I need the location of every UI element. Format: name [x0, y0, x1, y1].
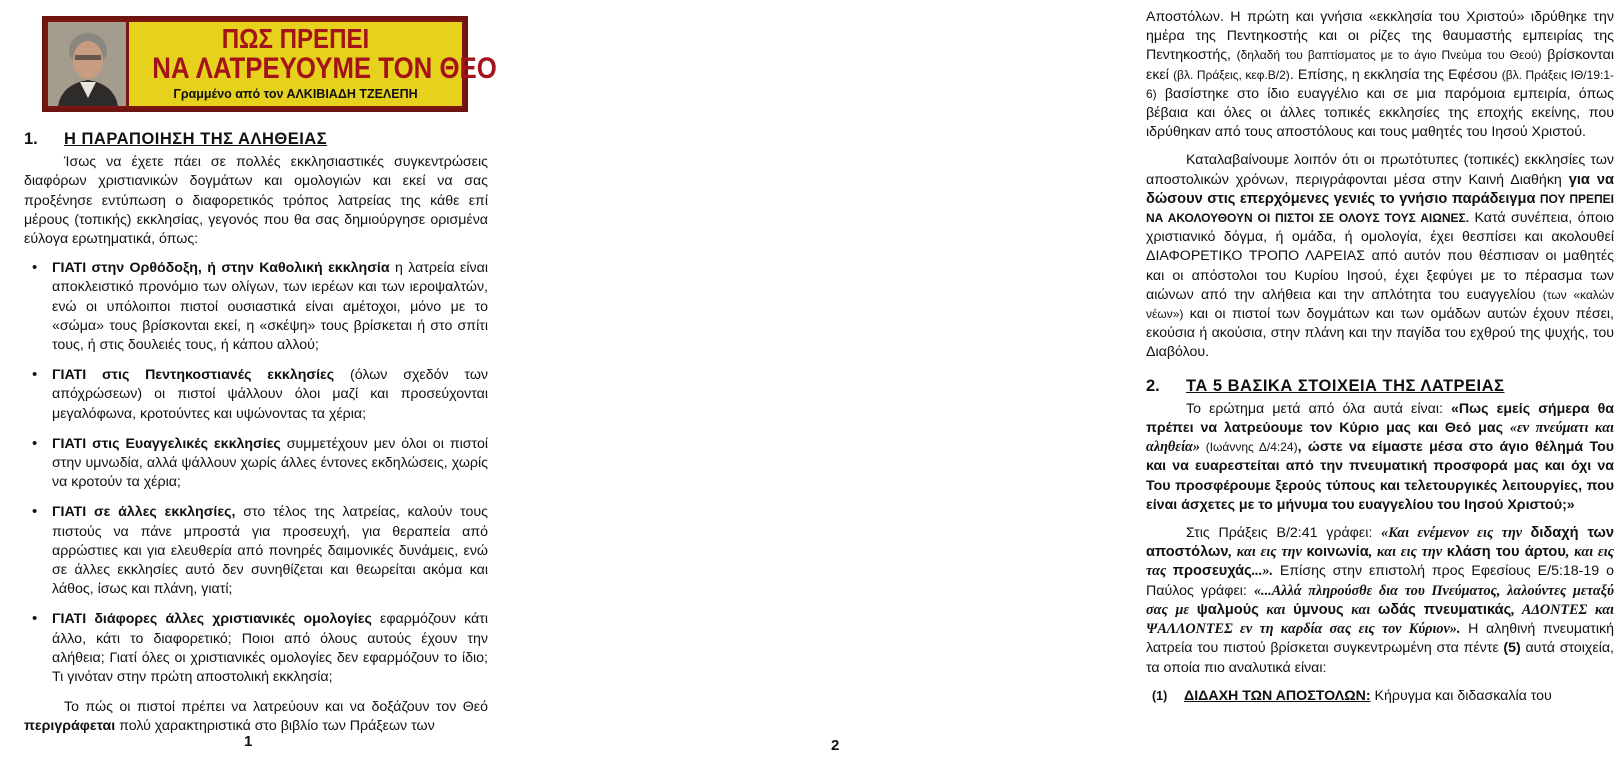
author-photo — [48, 22, 126, 106]
bullet-text: εφαρμόζουν κάτι άλλο, κάτι το διαφορετικό; Ποιοι από όλους αυτούς έχουν την αλήθεια; Γιατί όλες οι χριστιανικές ομολογίες δεν εφαρμόζουν το ίδιο; Τι γινόταν στην πρώτη αποστολική εκκλησία; — [52, 611, 488, 686]
key-term: κοινωνία — [1306, 544, 1369, 561]
reference-note: (Ιωάννης Δ/4:24) — [1200, 440, 1298, 455]
list-item — [24, 259, 488, 355]
bullet-text: (όλων σχεδόν των απόχρώσεων) οι πιστοί ψάλλουν όλοι μαζί και προσεύχονται μεγαλόφωνα, κροτούντες και υψώνοντας τα χέρια; — [52, 367, 488, 422]
bold-phrase: για να δώσουν στις επερχόμενες γενιές το γνήσιο παράδειγμα — [1146, 171, 1614, 207]
title-banner — [42, 16, 497, 112]
bullet-text: συμμετέχουν μεν όλοι οι πιστοί στην υμνωδία, αλλά ψάλλουν χωρίς άλλες έντονες εκδηλώσεις, χωρίς να κροτούν τα χέρια; — [52, 435, 488, 491]
section-2-heading — [1146, 377, 1614, 396]
text: βρίσκονται εκεί — [1146, 47, 1614, 83]
paragraph-apostles — [1146, 8, 1614, 142]
closing-text-a: Το πώς οι πιστοί πρέπει να λατρεύουν και να δοξάζουν τον Θεό — [64, 699, 488, 716]
page-left — [0, 0, 546, 762]
bullet-lead: ΓΙΑΤΙ στην Ορθόδοξη, ή στην Καθολική εκκλησία — [52, 260, 390, 277]
right-column — [1146, 8, 1614, 706]
text: Κατά συνέπεια, όποιο χριστιανικό δόγμα, ή ομάδα, ή ομολογία, έχει θεσπίσει και ακολουθεί ΔΙΑΦΟΡΕΤΙΚΟ ΤΡΟΠΟ ΛΑΡΕΙΑΣ από αυτόν που θέσπισαν οι μαθητές και οι απόστολοι του Κυρίου Ιησού, έχει ξεφύγει με το πέρασμα των αιώνων από την αλήθεια και την απλότητα του ευαγγελίου — [1146, 210, 1614, 303]
text: Αποστόλων. Η πρώτη και γνήσια «εκκλησία του Χριστού» ιδρύθηκε την ημέρα της Πεντηκοστής και οι ρίζες της θαυμαστής εμπειρίας της Πεντηκοστής, — [1146, 9, 1614, 64]
paragraph-acts-quote — [1146, 524, 1614, 678]
paragraph-original-churches — [1146, 151, 1614, 362]
bold-question-end: , ώστε να είμαστε μέσα στο άγιο θέλημά Του και να ευαρεστείται από την πνευματική προσφορά μας και όχι να Του προσφέρουμε ξερούς τύπους και τελετουργικές λειτουργίες, που είναι άσχετες με το μήνυμα του ευαγγελίου του Ιησού Χριστού;» — [1146, 439, 1614, 513]
text: βασίστηκε στο ίδιο ευαγγέλιο και σε μια παρόμοια εμπειρία, όπως βέβαια και όλες οι άλλες τοπικές εκκλησίες της εποχής εκείνης, που ιδρύθηκαν από τους αποστόλους και τους μαθητές του Ιησού Χριστού. — [1146, 85, 1614, 141]
left-column — [24, 130, 488, 737]
text: Το ερώτημα μετά από όλα αυτά είναι: — [1186, 400, 1452, 417]
quote: «...Αλλά πληρούσθε δια του Πνεύματος, λαλούντες μεταξύ σας με — [1146, 582, 1614, 618]
bullet-text: η λατρεία είναι αποκλειστικό προνόμιο των ολίγων, των ιερέων και των ιεροψαλτών, ενώ οι υπόλοιποι πιστοί ουσιαστικά είναι αμέτοχοι, μόνο με το «σώμα» τους βρίσκονται εκεί, η «σκέψη» τους βρίσκεται ή στο σπίτι τους, ή στις δουλειές τους, ή κάπου αλλού; — [52, 260, 488, 354]
questions-list — [24, 259, 488, 687]
element-1-title: ΔΙΔΑΧΗ ΤΩΝ ΑΠΟΣΤΟΛΩΝ: — [1184, 687, 1371, 704]
title-line-2: ΝΑ ΛΑΤΡΕΥΟΥΜΕ ΤΟΝ ΘΕΟ — [152, 52, 497, 85]
key-term: κλάση του άρτου — [1446, 544, 1566, 561]
banner-title-box — [129, 22, 497, 106]
section-2-number: 2. — [1146, 376, 1160, 395]
text: Στις Πράξεις Β/2:41 γράφει: — [1186, 525, 1382, 542]
quote: «Και ενέμενον εις την — [1381, 525, 1531, 542]
text: Η αληθινή πνευματική λατρεία του πιστού βρίσκεται συγκεντρωμένη στα πέντε — [1146, 621, 1614, 657]
page-number-right: 2 — [831, 737, 840, 754]
bullet-lead: ΓΙΑΤΙ στις Πεντηκοστιανές εκκλησίες — [52, 367, 335, 384]
key-term: ψαλμούς — [1196, 601, 1259, 618]
count-five: (5) — [1503, 640, 1521, 657]
bullet-lead: ΓΙΑΤΙ διάφορες άλλες χριστιανικές ομολογίες — [52, 611, 372, 628]
bold-caps-phrase: ΠΟΥ ΠΡΕΠΕΙ ΝΑ ΑΚΟΛΟΥΘΟΥΝ ΟΙ ΠΙΣΤΟΙ ΣΕ ΟΛΟΥΣ ΤΟΥΣ ΑΙΩΝΕΣ. — [1146, 191, 1614, 226]
text: Καταλαβαίνουμε λοιπόν ότι οι πρωτότυπες (τοπικές) εκκλησίες των αποστολικών χρόνων, περιγράφονται μέσα στην Καινή Διαθήκη — [1146, 152, 1614, 188]
key-term: προσευχάς — [1172, 563, 1252, 580]
element-1-text: Κήρυγμα και διδασκαλία του — [1370, 687, 1552, 704]
list-item — [24, 435, 488, 493]
title-line-1: ΠΩΣ ΠΡΕΠΕΙ — [221, 23, 370, 54]
key-term: διδαχή των αποστόλων — [1146, 525, 1614, 561]
key-term: ύμνους — [1293, 601, 1344, 618]
section-1-number: 1. — [24, 130, 38, 148]
quote: , και εις την — [1228, 544, 1307, 561]
quote: και — [1343, 601, 1378, 618]
bold-question: «Πως εμείς σήμερα θα πρέπει να λατρεύουμε τον Κύριο μας και Θεό μας — [1146, 400, 1614, 437]
text: και οι πιστοί των δογμάτων και των ομάδων αυτών έχουν πέσει, εκούσια ή ακούσια, στην πλάνη και την παγίδα του εχθρού της ψυχής, του Διαβόλου. — [1146, 306, 1614, 361]
quote: και — [1258, 601, 1294, 618]
section-1-heading — [24, 130, 488, 149]
element-1-number: (1) — [1152, 688, 1168, 703]
closing-text-b: πολύ χαρακτηριστικά στο βιβλίο των Πράξεων των — [115, 718, 435, 735]
small-note: (των «καλών νέων») — [1146, 287, 1614, 322]
page-number-left: 1 — [244, 733, 253, 750]
list-item — [24, 610, 488, 687]
quote: , και εις την — [1368, 544, 1447, 561]
quote: , ΑΔΟΝΤΕΣ και ΨΑΛΛΟΝΤΕΣ εν τη καρδία σας εις τον Κύριον». — [1146, 601, 1614, 638]
reference-note: (βλ. Πράξεις, κεφ.Β/2) — [1173, 67, 1290, 82]
section-1-closing — [24, 698, 488, 736]
bullet-text: στο τέλος της λατρείας, καλούν τους πιστούς να πάνε μπροστά για προσευχή, για θεραπεία από αρρώστιες και για ελευθερία από πονηρές δαιμονικές δυνάμεις, ενώ σε άλλες εκκλησίες αυτό δεν συνηθίζεται και θεωρείται ακόμα και λάθος, ίσως και πλάνη, γιατί; — [52, 504, 488, 598]
list-item — [24, 366, 488, 424]
quote: , και εις τας — [1146, 544, 1614, 580]
small-note: (δηλαδή του βαπτίσματος με το άγιο Πνεύμα του Θεού) — [1236, 48, 1542, 63]
list-item — [24, 503, 488, 599]
author-portrait-image — [48, 22, 126, 106]
author-byline: Γραμμένο από τον ΑΛΚΙΒΙΑΔΗ ΤΖΕΛΕΠΗ — [173, 87, 418, 101]
section-1-intro: Ίσως να έχετε πάει σε πολλές εκκλησιαστικές συγκεντρώσεις διαφόρων χριστιανικών δογμάτων και ομολογιών και εκεί να σας προξένησε εντύπωση ο διαφορετικός τρόπος λατρείας της κάθε επί μέρους (τοπικής) εκκλησίας, γεγονός που θα σας δημιούργησε ορισμένα εύλογα ερωτηματικά, όπως: — [24, 154, 488, 248]
paragraph-question — [1146, 400, 1614, 515]
bullet-lead: ΓΙΑΤΙ στις Ευαγγελικές εκκλησίες — [52, 435, 281, 452]
italic-quote: «εν πνεύματι και αληθεία» — [1146, 420, 1614, 456]
reference-note: (βλ. Πράξεις ΙΘ/19:1-6) — [1146, 67, 1614, 101]
section-1-title: Η ΠΑΡΑΠΟΙΗΣΗ ΤΗΣ ΑΛΗΘΕΙΑΣ — [64, 130, 328, 148]
key-term: ωδάς πνευματικάς — [1377, 601, 1512, 618]
text: . Επίσης, η εκκλησία της Εφέσου — [1289, 66, 1502, 83]
closing-bold: περιγράφεται — [24, 718, 116, 735]
element-1 — [1146, 687, 1614, 706]
quote: ...». — [1251, 563, 1274, 580]
bullet-lead: ΓΙΑΤΙ σε άλλες εκκλησίες, — [52, 504, 236, 521]
text: Επίσης στην επιστολή προς Εφεσίους Ε/5:18-19 ο Παύλος γράφει: — [1146, 563, 1614, 599]
page-right — [546, 0, 1614, 762]
section-2-title: ΤΑ 5 ΒΑΣΙΚΑ ΣΤΟΙΧΕΙΑ ΤΗΣ ΛΑΤΡΕΙΑΣ — [1186, 376, 1505, 395]
text: αυτά στοιχεία, τα οποία πιο αναλυτικά είναι: — [1146, 640, 1614, 676]
